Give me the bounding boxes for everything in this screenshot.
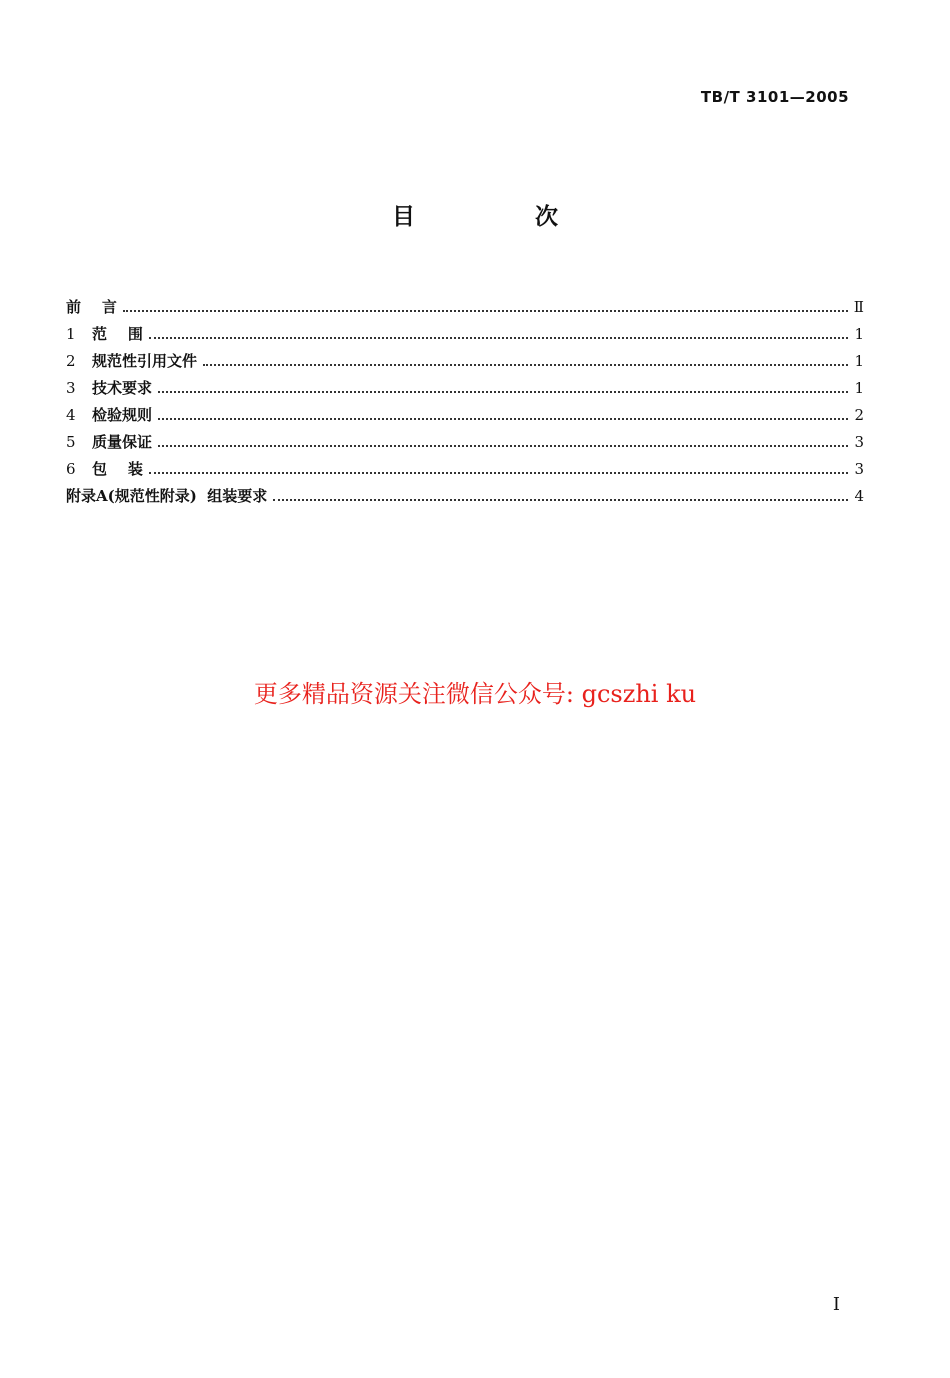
toc-entry-label: 附录A(规范性附录) 组装要求 xyxy=(66,487,268,505)
toc-entry-packaging[interactable] xyxy=(66,458,864,485)
toc-entry-annex-a[interactable] xyxy=(66,485,864,512)
toc-dot-leader xyxy=(149,337,848,339)
toc-dot-leader xyxy=(158,418,848,420)
toc-entry-page: 1 xyxy=(854,325,864,343)
toc-entry-page: 2 xyxy=(854,406,864,424)
toc-dot-leader xyxy=(123,310,848,312)
toc-entry-inspection-rules[interactable] xyxy=(66,404,864,431)
toc-entry-quality-assurance[interactable] xyxy=(66,431,864,458)
toc-entry-page: 4 xyxy=(854,487,864,505)
toc-dot-leader xyxy=(158,445,848,447)
toc-entry-label: 1 范 围 xyxy=(66,325,143,343)
toc-title: 目 次 xyxy=(391,204,614,230)
toc-entry-number: 3 xyxy=(66,379,76,397)
toc-entry-label: 前 言 xyxy=(66,298,117,316)
toc-entry-number: 1 xyxy=(66,325,76,343)
toc-entry-number: 2 xyxy=(66,352,76,370)
toc-entry-label: 4 检验规则 xyxy=(66,406,153,424)
toc-dot-leader xyxy=(203,364,848,366)
toc-entry-page: 1 xyxy=(854,379,864,397)
toc-entry-scope[interactable] xyxy=(66,323,864,350)
toc-entry-label: 5 质量保证 xyxy=(66,433,153,451)
toc-entry-technical-requirements[interactable] xyxy=(66,377,864,404)
toc-entry-page: 1 xyxy=(854,352,864,370)
toc-entry-number: 5 xyxy=(66,433,76,451)
standard-number: TB/T 3101—2005 xyxy=(700,88,849,106)
toc-entry-page: 3 xyxy=(854,433,864,451)
toc-entry-number: 4 xyxy=(66,406,76,424)
toc-entry-label: 3 技术要求 xyxy=(66,379,153,397)
table-of-contents xyxy=(66,296,864,512)
toc-dot-leader xyxy=(273,499,848,501)
toc-entry-label: 2 规范性引用文件 xyxy=(66,352,198,370)
toc-entry-label: 6 包 装 xyxy=(66,460,143,478)
toc-entry-page: 3 xyxy=(854,460,864,478)
toc-entry-number: 6 xyxy=(66,460,76,478)
toc-entry-normative-references[interactable] xyxy=(66,350,864,377)
watermark-notice: 更多精品资源关注微信公众号: gcszhi ku xyxy=(253,680,697,708)
toc-entry-page: Ⅱ xyxy=(853,298,864,316)
toc-entry-foreword[interactable] xyxy=(66,296,864,323)
toc-dot-leader xyxy=(149,472,848,474)
page-number: I xyxy=(832,1294,840,1315)
toc-dot-leader xyxy=(158,391,848,393)
